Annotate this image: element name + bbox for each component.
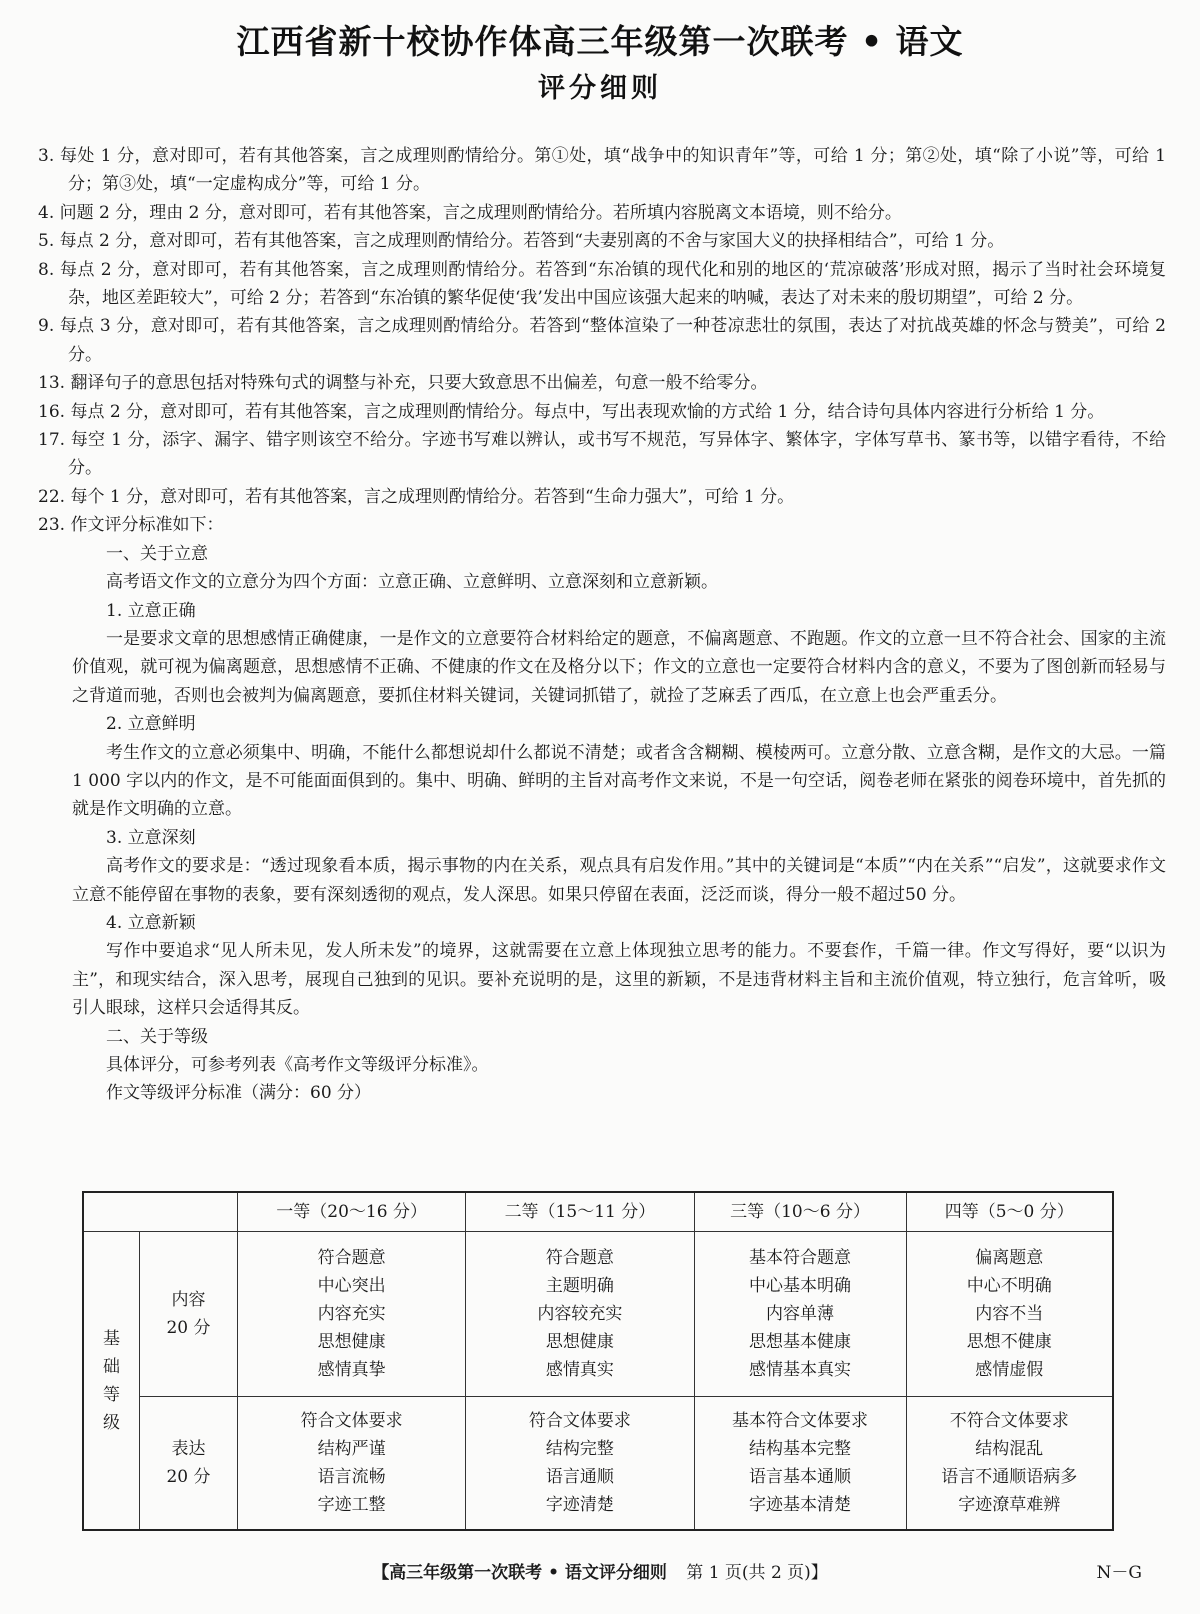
section-heading: 一、关于立意 xyxy=(106,543,208,564)
subsection-heading: 2. 立意鲜明 xyxy=(106,714,196,735)
table-cell: 基本符合文体要求 结构基本完整 语言基本通顺 字迹基本清楚 xyxy=(694,1397,906,1530)
document-body xyxy=(38,142,1166,1108)
subsection-text: 考生作文的立意必须集中、明确，不能什么都想说却什么都说不清楚；或者含含糊糊、模棱两可。立意分散、立意含糊，是作文的大忌。一篇 1 000 字以内的作文，是不可能面面俱到的。集中、明确、鲜明的主旨对高考作文来说，不是一句空话，阅卷老师在紧张的阅卷环境中，首先抓的就是作文明确的立意。 xyxy=(72,742,1166,820)
section-heading: 二、关于等级 xyxy=(106,1026,208,1047)
table-header-cell: 四等（5～0 分） xyxy=(906,1192,1113,1232)
item-16: 16. 每点 2 分，意对即可，若有其他答案，言之成理则酌情给分。每点中，写出表现欢愉的方式给 1 分，结合诗句具体内容进行分析给 1 分。 xyxy=(38,401,1105,422)
subsection-heading: 3. 立意深刻 xyxy=(106,827,196,848)
table-cell: 符合文体要求 结构完整 语言通顺 字迹清楚 xyxy=(466,1397,694,1530)
section-intro: 高考语文作文的立意分为四个方面：立意正确、立意鲜明、立意深刻和立意新颖。 xyxy=(106,572,718,593)
table-cell: 不符合文体要求 结构混乱 语言不通顺语病多 字迹潦草难辨 xyxy=(906,1397,1113,1530)
item-8: 8. 每点 2 分，意对即可，若有其他答案，言之成理则酌情给分。若答到“东冶镇的现代化和别的地区的‘荒凉破落’形成对照，揭示了当时社会环境复杂，地区差距较大”，可给 2 分；若答到“东冶镇的繁华促使‘我’发出中国应该强大起来的呐喊，表达了对未来的殷切期望”，可给 2 分。 xyxy=(38,259,1166,309)
subsection-text: 高考作文的要求是：“透过现象看本质，揭示事物的内在关系，观点具有启发作用。”其中的关键词是“本质”“内在关系”“启发”，这就要求作文立意不能停留在事物的表象，要有深刻透彻的观点，发人深思。如果只停留在表面，泛泛而谈，得分一般不超过50 分。 xyxy=(72,856,1166,905)
item-23: 23. 作文评分标准如下： xyxy=(38,515,224,536)
item-3: 3. 每处 1 分，意对即可，若有其他答案，言之成理则酌情给分。第①处，填“战争中的知识青年”等，可给 1 分；第②处，填“除了小说”等，可给 1 分；第③处，填“一定虚构成分”等，可给 1 分。 xyxy=(38,146,1166,195)
subsection-heading: 4. 立意新颖 xyxy=(106,912,196,933)
table-cell: 符合文体要求 结构严谨 语言流畅 字迹工整 xyxy=(238,1397,466,1530)
table-cell: 基本符合题意 中心基本明确 内容单薄 思想基本健康 感情基本真实 xyxy=(694,1232,906,1397)
footer-label: 【高三年级第一次联考 • 语文评分细则 xyxy=(372,1563,667,1583)
row-label: 内容 20 分 xyxy=(140,1232,238,1397)
item-9: 9. 每点 3 分，意对即可，若有其他答案，言之成理则酌情给分。若答到“整体渲染了一种苍凉悲壮的氛围，表达了对抗战英雄的怀念与赞美”，可给 2 分。 xyxy=(38,316,1166,365)
page-title: 江西省新十校协作体高三年级第一次联考 • 语文 xyxy=(236,22,964,61)
table-caption: 作文等级评分标准（满分：60 分） xyxy=(106,1083,372,1104)
table-header-cell: 二等（15～11 分） xyxy=(466,1192,694,1232)
item-13: 13. 翻译句子的意思包括对特殊句式的调整与补充，只要大致意思不出偏差，句意一般不给零分。 xyxy=(38,373,768,394)
item-5: 5. 每点 2 分，意对即可，若有其他答案，言之成理则酌情给分。若答到“夫妻别离的不舍与家国大义的抉择相结合”，可给 1 分。 xyxy=(38,231,1005,252)
table-row xyxy=(83,1232,1113,1397)
item-17: 17. 每空 1 分，添字、漏字、错字则该空不给分。字迹书写难以辨认，或书写不规范，写异体字、繁体字，字体写草书、篆书等，以错字看待，不给分。 xyxy=(38,430,1166,479)
subsection-text: 写作中要追求“见人所未见，发人所未发”的境界，这就需要在立意上体现独立思考的能力。不要套作，千篇一律。作文写得好，要“以识为主”，和现实结合，深入思考，展现自己独到的见识。要补充说明的是，这里的新颖，不是违背材料主旨和主流价值观，特立独行，危言耸听，吸引人眼球，这样只会适得其反。 xyxy=(72,941,1166,1019)
subsection-heading: 1. 立意正确 xyxy=(106,600,196,621)
section-text: 具体评分，可参考列表《高考作文等级评分标准》。 xyxy=(106,1055,489,1075)
table-header-cell: 一等（20～16 分） xyxy=(238,1192,466,1232)
table-cell: 符合题意 主题明确 内容较充实 思想健康 感情真实 xyxy=(466,1232,694,1397)
page-footer xyxy=(0,1558,1200,1583)
page-subtitle: 评分细则 xyxy=(538,73,662,104)
table-corner-cell xyxy=(83,1192,238,1232)
group-label: 基 础 等 级 xyxy=(83,1232,140,1531)
table-header-cell: 三等（10～6 分） xyxy=(694,1192,906,1232)
item-4: 4. 问题 2 分，理由 2 分，意对即可，若有其他答案，言之成理则酌情给分。若所填内容脱离文本语境，则不给分。 xyxy=(38,202,902,223)
table-cell: 符合题意 中心突出 内容充实 思想健康 感情真挚 xyxy=(238,1232,466,1397)
table-header-row xyxy=(83,1192,1113,1232)
page-number: 第 1 页(共 2 页)】 xyxy=(686,1563,828,1583)
paper-code: N－G xyxy=(1096,1563,1142,1583)
table-row xyxy=(83,1397,1113,1530)
grading-table xyxy=(82,1191,1114,1531)
table-cell: 偏离题意 中心不明确 内容不当 思想不健康 感情虚假 xyxy=(906,1232,1113,1397)
item-22: 22. 每个 1 分，意对即可，若有其他答案，言之成理则酌情给分。若答到“生命力强大”，可给 1 分。 xyxy=(38,486,795,507)
row-label: 表达 20 分 xyxy=(140,1397,238,1530)
subsection-text: 一是要求文章的思想感情正确健康，一是作文的立意要符合材料给定的题意，不偏离题意、不跑题。作文的立意一旦不符合社会、国家的主流价值观，就可视为偏离题意，思想感情不正确、不健康的作文在及格分以下；作文的立意也一定要符合材料内含的意义，不要为了图创新而轻易与之背道而驰，否则也会被判为偏离题意，要抓住材料关键词，关键词抓错了，就捡了芝麻丢了西瓜，在立意上也会严重丢分。 xyxy=(72,628,1166,706)
